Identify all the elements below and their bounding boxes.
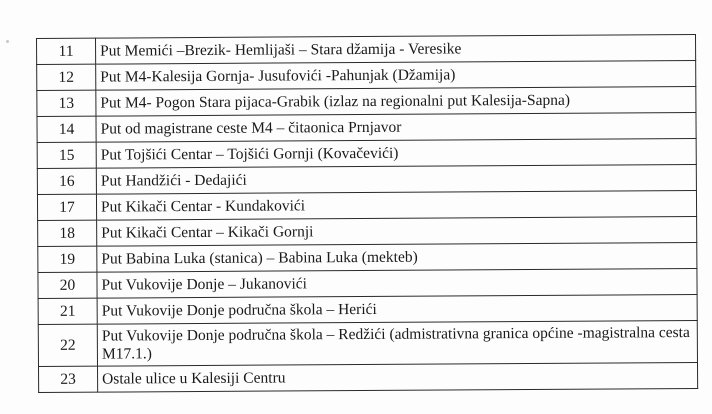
table-row: [37, 112, 696, 142]
table-row: [39, 362, 698, 392]
table-row: [38, 294, 697, 324]
row-number: 19: [38, 246, 97, 272]
row-number: 22: [38, 324, 97, 366]
road-description: Put od magistrane ceste M4 – čitaonica Prnjavor: [96, 112, 696, 142]
road-description: Put Kikači Centar – Kikači Gornji: [97, 216, 697, 246]
table-row: [38, 320, 697, 366]
row-number: 12: [37, 64, 96, 90]
road-description: Put M4-Kalesija Gornja- Jusufovići -Pahunjak (Džamija): [96, 60, 696, 90]
row-number: 18: [38, 220, 97, 246]
scan-speck: [6, 40, 9, 43]
road-description: Ostale ulice u Kalesiji Centru: [98, 362, 698, 392]
table-row: [37, 34, 696, 64]
table-row: [38, 242, 697, 272]
table-row: [37, 190, 696, 220]
road-description: Put Kikači Centar - Kundakovići: [96, 190, 696, 220]
road-description: Put Tojšići Centar – Tojšići Gornji (Kovačevići): [96, 138, 696, 168]
row-number: 11: [37, 38, 96, 64]
row-number: 20: [38, 272, 97, 298]
road-description: Put Vukovije Donje područna škola – Redžići (admistrativna granica općine -magistralna cesta M17.1.): [97, 320, 697, 366]
table-row: [37, 138, 696, 168]
row-number: 15: [37, 142, 96, 168]
table-row: [37, 86, 696, 116]
road-description: Put Vukovije Donje – Jukanovići: [97, 268, 697, 298]
roads-table-body: [37, 34, 698, 392]
table-row: [38, 268, 697, 298]
table-row: [37, 60, 696, 90]
row-number: 14: [37, 116, 96, 142]
row-number: 17: [37, 194, 96, 220]
road-description: Put M4- Pogon Stara pijaca-Grabik (izlaz na regionalni put Kalesija-Sapna): [96, 86, 696, 116]
road-description: Put Vukovije Donje područna škola – Herići: [97, 294, 697, 324]
road-description: Put Handžići - Dedajići: [96, 164, 696, 194]
row-number: 13: [37, 90, 96, 116]
row-number: 21: [38, 298, 97, 324]
road-description: Put Babina Luka (stanica) – Babina Luka (mekteb): [97, 242, 697, 272]
table-row: [38, 216, 697, 246]
row-number: 16: [37, 168, 96, 194]
road-description: Put Memići –Brezik- Hemlijaši – Stara džamija - Veresike: [96, 34, 696, 64]
roads-table: [36, 34, 698, 393]
table-row: [37, 164, 696, 194]
row-number: 23: [39, 366, 98, 392]
